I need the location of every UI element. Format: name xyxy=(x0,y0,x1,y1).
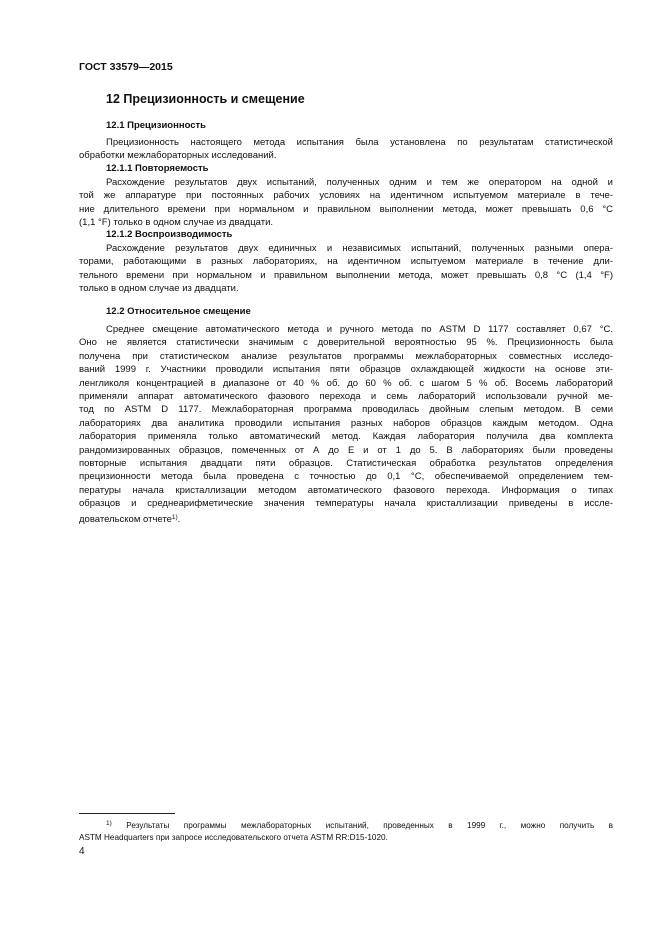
standard-id: ГОСТ 33579—2015 xyxy=(79,61,173,73)
section-12-2-paragraph xyxy=(79,323,613,526)
section-12-1-1-paragraph xyxy=(79,176,613,230)
section-12-1-heading: 12.1 Прецизионность xyxy=(106,120,207,131)
text-line: довательском отчете$^{1)}$. xyxy=(79,513,181,525)
text-line: лаборатория применяла только автоматический метод. Каждая лаборатория получила два комплекта xyxy=(79,431,613,443)
section-12-heading: 12 Прецизионность и смещение xyxy=(106,92,305,106)
text-line: лабораториях два аналитика проводили испытания разных наборов образцов каждым методом. Одна xyxy=(79,417,613,429)
text-line: образцов и среднеарифметические значения температуры начала кристаллизации приведены в иссле- xyxy=(79,498,613,510)
footnote xyxy=(79,818,613,844)
footnote-text: Результаты программы межлабораторных испытаний, проведенных в 1999 г., можно получить в xyxy=(126,821,614,830)
text-line: Прецизионность настоящего метода испытания была установлена по результатам статистической xyxy=(106,137,613,148)
section-12-1-paragraph xyxy=(79,136,613,163)
text-line: ленгликоля концентрацией в диапазоне от 40 % об. до 60 % об. с шагом 5 % об. Восемь лабораторий xyxy=(79,377,613,389)
text-line: получена при статистическом анализе результатов программы межлабораторных совместных исследо- xyxy=(79,350,613,362)
text-line: Расхождение результатов двух испытаний, полученных одним и тем же оператором на одной и xyxy=(106,177,613,188)
text-line: обработки межлабораторных исследований. xyxy=(79,150,277,162)
text-line: тельного времени при нормальном и правильном выполнении метода, может превышать 0,8 °С (1,4 °F) xyxy=(79,269,613,281)
footnote-line: ASTM Headquarters при запросе исследовательского отчета ASTM RR:D15-1020. xyxy=(79,833,388,842)
text-line: пературы начала кристаллизации методом автоматического фазового перехода. Информация о типах xyxy=(79,484,613,496)
section-12-1-1-heading: 12.1.1 Повторяемость xyxy=(106,163,209,174)
footnote-marker: 1) xyxy=(106,820,112,827)
text-line: тод по ASTM D 1177. Межлабораторная программа проводилась двойным слепым методом. В семи xyxy=(79,404,613,416)
section-12-1-2-heading: 12.1.2 Воспроизводимость xyxy=(106,229,233,240)
text-line: Среднее смещение автоматического метода и ручного метода по ASTM D 1177 составляет 0,67 °С. xyxy=(106,324,613,335)
text-line-content: довательском отчете xyxy=(79,513,172,525)
footnote-line xyxy=(79,818,613,832)
page-number: 4 xyxy=(79,846,85,857)
footnote-reference[interactable]: 1) xyxy=(171,513,178,521)
footnote-divider xyxy=(79,813,175,814)
section-12-2-heading: 12.2 Относительное смещение xyxy=(106,306,251,317)
text-line: той же аппаратуре при постоянных рабочих условиях на идентичном испытуемом материале в тече- xyxy=(79,190,613,202)
text-line: рандомизированных образцов, помеченных от А до Е и от 1 до 5. В лабораториях были проведены xyxy=(79,444,613,456)
text-line: только в одном случае из двадцати. xyxy=(79,283,239,295)
text-line: Расхождение результатов двух единичных и независимых испытаний, полученных разными опера- xyxy=(106,243,613,254)
text-line: применяли аппарат автоматического фазового перехода и семь лабораторий использовали ручной ме- xyxy=(79,391,613,403)
text-line: торами, работающими в разных лабораториях, на идентичном испытуемом материале в течение дли- xyxy=(79,256,613,268)
text-line: (1,1 °F) только в одном случае из двадцати. xyxy=(79,217,274,229)
text-line: прецизионности метода была проведена с точностью до 0,1 °С, обеспечиваемой определением тем- xyxy=(79,471,613,483)
text-line: ние длительного времени при нормальном и правильном выполнении метода, может превышать 0,6 °С xyxy=(79,203,613,215)
text-line: повторные испытания двадцати пяти образцов. Статистическая обработка результатов определения xyxy=(79,458,613,470)
section-12-1-2-paragraph xyxy=(79,242,613,296)
text-line: Оно не является статистически значимым с доверительной вероятностью 95 %. Прецизионность была xyxy=(79,337,613,349)
text-line: ваний 1999 г. Участники проводили испытания пяти образцов охлаждающей жидкости на основе эти- xyxy=(79,364,613,376)
